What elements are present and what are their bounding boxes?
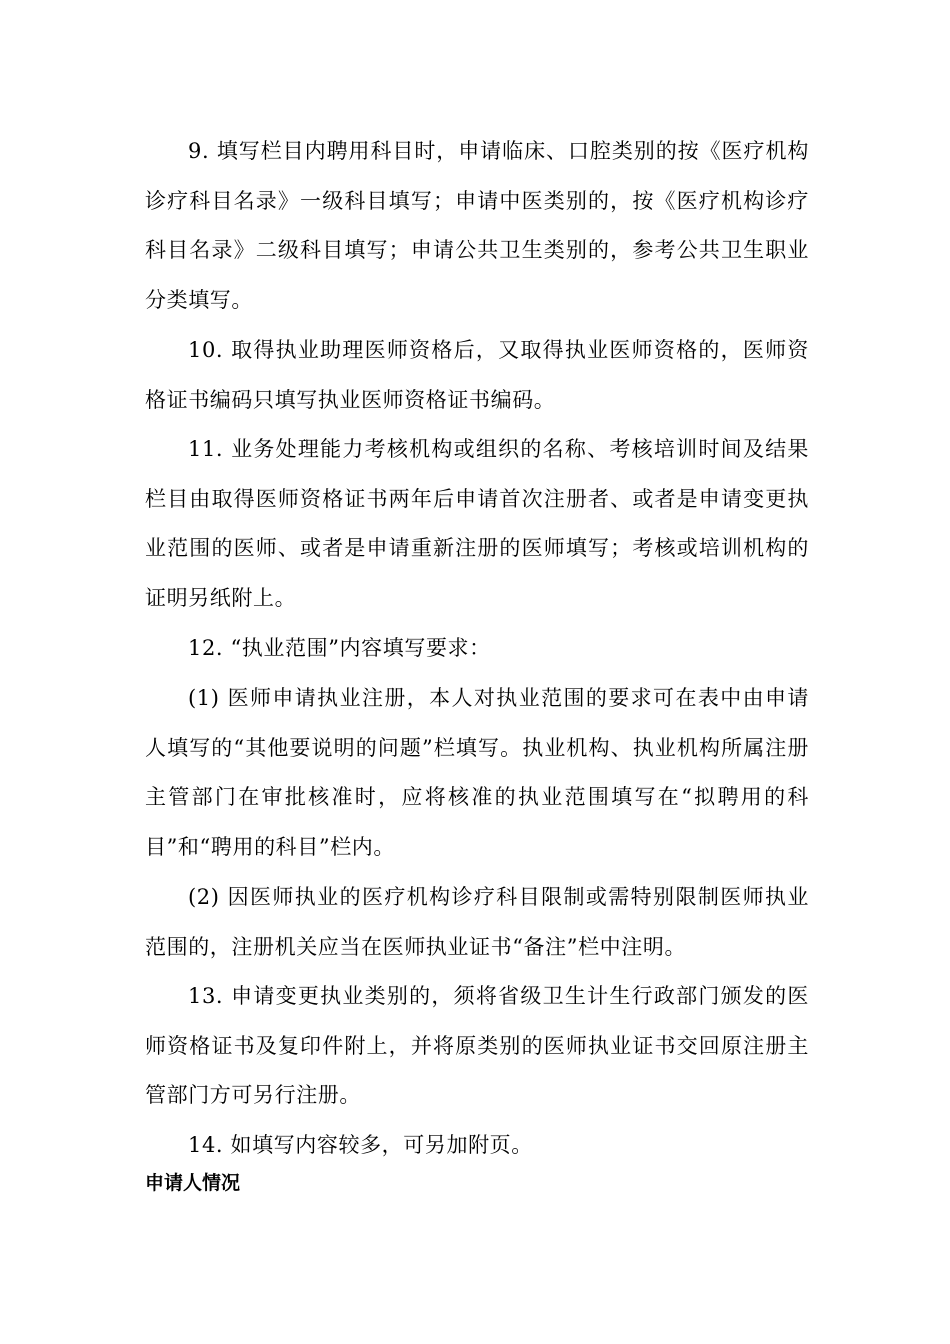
note-item-10: 10. 取得执业助理医师资格后，又取得执业医师资格的，医师资格证书编码只填写执业医师资格证书编码。 — [145, 338, 809, 412]
note-item-13: 13. 申请变更执业类别的，须将省级卫生计生行政部门颁发的医师资格证书及复印件附上，并将原类别的医师执业证书交回原注册主管部门方可另行注册。 — [145, 984, 809, 1107]
section-heading: 申请人情况 — [145, 1172, 241, 1194]
note-item-11: 11. 业务处理能力考核机构或组织的名称、考核培训时间及结果栏目由取得医师资格证书两年后申请首次注册者、或者是申请变更执业范围的医师、或者是申请重新注册的医师填写；考核或培训机构的证明另纸附上。 — [145, 437, 809, 610]
note-item-12-sub-2: (2) 因医师执业的医疗机构诊疗科目限制或需特别限制医师执业范围的，注册机关应当在医师执业证书“备注”栏中注明。 — [145, 885, 809, 959]
note-item-12-sub-1: (1) 医师申请执业注册，本人对执业范围的要求可在表中由申请人填写的“其他要说明的问题”栏填写。执业机构、执业机构所属注册主管部门在审批核准时，应将核准的执业范围填写在“拟聘用的科目”和“聘用的科目”栏内。 — [145, 686, 809, 859]
note-item-12: 12. “执业范围”内容填写要求： — [188, 636, 491, 660]
note-item-9: 9. 填写栏目内聘用科目时，申请临床、口腔类别的按《医疗机构诊疗科目名录》一级科目填写；申请中医类别的，按《医疗机构诊疗科目名录》二级科目填写；申请公共卫生类别的，参考公共卫生职业分类填写。 — [145, 139, 809, 312]
note-item-14: 14. 如填写内容较多，可另加附页。 — [188, 1133, 533, 1157]
